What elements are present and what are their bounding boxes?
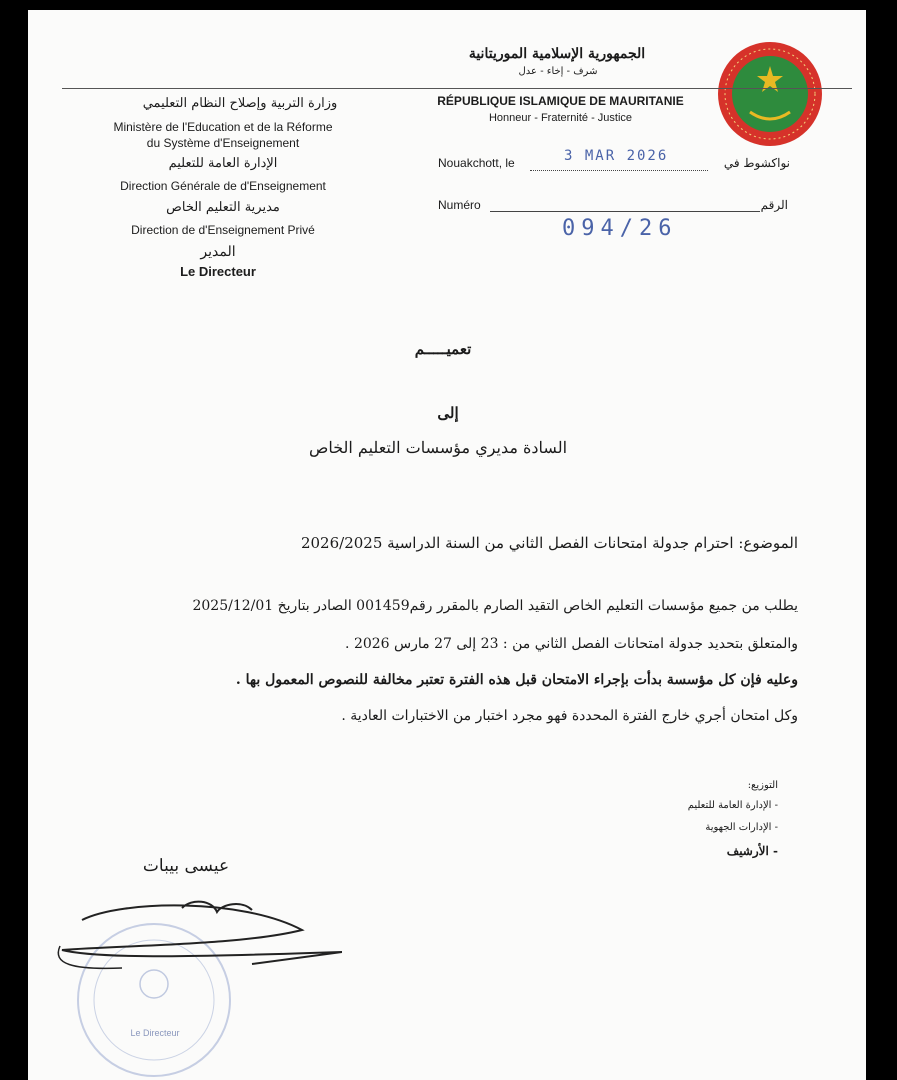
ministry-french-line2: du Système d'Enseignement xyxy=(146,136,300,150)
body-paragraph-4: وكل امتحان أجري خارج الفترة المحددة فهو مجرد اختبار من الاختبارات العادية . xyxy=(341,708,798,724)
private-direction-french: Direction de d'Enseignement Privé xyxy=(131,223,315,237)
header-rule xyxy=(62,88,852,89)
subject-line: الموضوع: احترام جدولة امتحانات الفصل الثاني من السنة الدراسية 2026/2025 xyxy=(300,534,798,552)
signatory-name: عيسى بيبات xyxy=(142,856,230,876)
number-line xyxy=(490,211,760,212)
number-arabic-label: الرقم xyxy=(760,198,788,212)
distribution-item: - الإدارات الجهوية xyxy=(705,822,778,833)
body-paragraph-2: والمتعلق بتحديد جدولة امتحانات الفصل الثاني من : 23 إلى 27 مارس 2026 . xyxy=(345,636,798,652)
director-arabic: المدير xyxy=(200,244,236,260)
place-french-label: Nouakchott, le xyxy=(438,156,515,170)
republic-arabic: الجمهورية الإسلامية الموريتانية xyxy=(468,46,646,62)
stamp-label: Le Directeur xyxy=(130,1028,180,1038)
distribution-heading: التوزيع: xyxy=(747,780,778,791)
body-paragraph-1: يطلب من جميع مؤسسات التعليم الخاص التقيد الصارم بالمقرر رقم001459 الصادر بتاريخ 2025/12/01 xyxy=(192,598,798,614)
date-dotted-line xyxy=(530,170,708,171)
general-direction-arabic: الإدارة العامة للتعليم xyxy=(168,156,278,171)
general-direction-french: Direction Générale de d'Enseignement xyxy=(120,179,326,193)
to-label: إلى xyxy=(437,404,459,422)
circular-title: تعميـــــم xyxy=(414,340,472,358)
place-arabic-label: نواكشوط في xyxy=(723,156,790,170)
ministry-arabic: وزارة التربية وإصلاح النظام التعليمي xyxy=(142,96,338,111)
number-french-label: Numéro xyxy=(438,198,481,212)
director-french: Le Directeur xyxy=(180,264,256,279)
republic-french: RÉPUBLIQUE ISLAMIQUE DE MAURITANIE xyxy=(437,94,684,108)
reference-number-stamp: 094/26 xyxy=(562,216,678,241)
official-stamp xyxy=(42,890,342,1080)
motto-arabic: شرف - إخاء - عدل xyxy=(518,66,598,77)
motto-french: Honneur - Fraternité - Justice xyxy=(488,112,633,124)
distribution-item: - الإدارة العامة للتعليم xyxy=(687,800,778,811)
document-page xyxy=(28,10,866,1080)
recipients: السادة مديري مؤسسات التعليم الخاص xyxy=(308,438,568,457)
date-stamp: 3 MAR 2026 xyxy=(564,148,669,164)
national-seal-emblem xyxy=(716,40,824,148)
private-direction-arabic: مديرية التعليم الخاص xyxy=(166,200,280,215)
body-paragraph-3: وعليه فإن كل مؤسسة بدأت بإجراء الامتحان قبل هذه الفترة تعتبر مخالفة للنصوص المعمول بها . xyxy=(235,672,798,688)
distribution-item: - الأرشيف xyxy=(726,844,778,858)
ministry-french-line1: Ministère de l'Education et de la Réforme xyxy=(113,120,333,134)
